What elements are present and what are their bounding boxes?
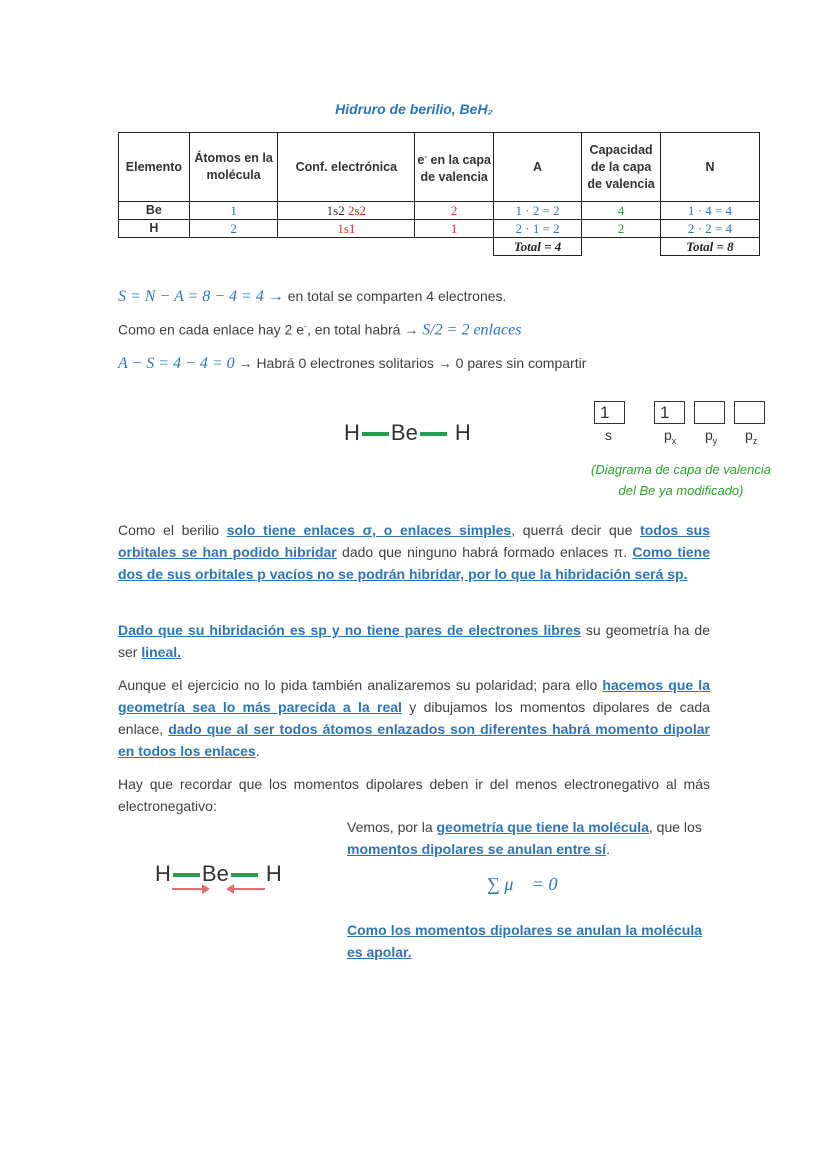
paragraph-dipolos: Hay que recordar que los momentos dipolares deben ir del menos electronegativo al más electronegativo: bbox=[118, 776, 710, 814]
dipole-structure: H Be H bbox=[155, 861, 282, 886]
total-n: Total = 8 bbox=[660, 238, 759, 256]
conclusion: Como los momentos dipolares se anulan la molécula es apolar. bbox=[347, 922, 702, 960]
calc-line-3: A − S = 4 − 4 = 0 → Habrá 0 electrones solitarios → 0 pares sin compartir bbox=[118, 355, 587, 372]
header-a: A bbox=[493, 133, 581, 202]
header-n: N bbox=[660, 133, 759, 202]
page-title: Hidruro de berilio, BeH₂ bbox=[335, 101, 493, 117]
paragraph-hibridacion: Como el berilio solo tiene enlaces σ, o enlaces simples, querrá decir que todos sus orbitales se han podido hibridar dado que ninguno habrá formado enlaces π. Como tiene dos de sus orbitales p vacíos no se podrán hibridar, por lo que la hibridación será sp. bbox=[118, 522, 711, 582]
total-a: Total = 4 bbox=[493, 238, 581, 256]
lewis-structure: H Be H bbox=[344, 420, 471, 445]
bond-line bbox=[173, 873, 200, 877]
calc-line-1: S = N − A = 8 − 4 = 4 → en total se comparten 4 electrones. bbox=[118, 288, 507, 305]
header-conf: Conf. electrónica bbox=[278, 133, 415, 202]
sum-formula: ∑ μ⃗ = 0 bbox=[487, 874, 558, 894]
orbital-box-pz bbox=[734, 401, 765, 424]
bond-line bbox=[362, 432, 389, 436]
paragraph-polaridad: Aunque el ejercicio no lo pida también analizaremos su polaridad; para ello hacemos que la geometría sea lo más parecida a la real y dibujamos los momentos dipolares de cada enlace, dado que al ser todos átomos enlazados son diferentes habrá momento dipolar en todos los enlaces. bbox=[118, 677, 710, 759]
dipole-arrow-left bbox=[231, 888, 265, 890]
orbital-box-py bbox=[694, 401, 725, 424]
orbital-box-s: 1 bbox=[594, 401, 625, 424]
bond-line bbox=[231, 873, 258, 877]
dipole-arrow-right bbox=[172, 888, 206, 890]
bond-line bbox=[420, 432, 447, 436]
orbital-box-px: 1 bbox=[654, 401, 685, 424]
diagram-caption: (Diagrama de capa de valencia del Be ya modificado) bbox=[591, 462, 771, 498]
header-elemento: Elemento bbox=[119, 133, 190, 202]
orbital-label-pz: $p_z$ bbox=[745, 427, 758, 446]
paragraph-geometria: Dado que su hibridación es sp y no tiene pares de electrones libres su geometría ha de ser lineal. bbox=[118, 622, 710, 660]
properties-table bbox=[118, 132, 760, 256]
orbital-label-px: $p_x$ bbox=[664, 427, 677, 446]
dipole-arrow-right-head bbox=[202, 884, 210, 894]
orbital-label-py: $p_y$ bbox=[705, 427, 718, 446]
header-capacidad: Capacidad de la capa de valencia bbox=[582, 133, 661, 202]
header-atomos: Átomos en la molécula bbox=[189, 133, 278, 202]
dipole-arrow-left-head bbox=[226, 884, 234, 894]
table-total-row bbox=[119, 238, 760, 256]
orbital-label-s: s bbox=[605, 427, 612, 443]
paragraph-anulan: Vemos, por la geometría que tiene la molécula, que los momentos dipolares se anulan entre sí. bbox=[347, 819, 702, 857]
table-row: H 2 1s1 1 2 · 1 = 2 2 2 · 2 = 4 bbox=[119, 220, 760, 238]
table-row: Be 1 1s2 2s2 2 1 · 2 = 2 4 1 · 4 = 4 bbox=[119, 202, 760, 220]
calc-line-2: Como en cada enlace hay 2 e-, en total habrá → S/2 = 2 enlaces bbox=[118, 321, 522, 339]
table-header-row bbox=[119, 133, 760, 202]
header-electrones: e- en la capa de valencia bbox=[415, 133, 494, 202]
